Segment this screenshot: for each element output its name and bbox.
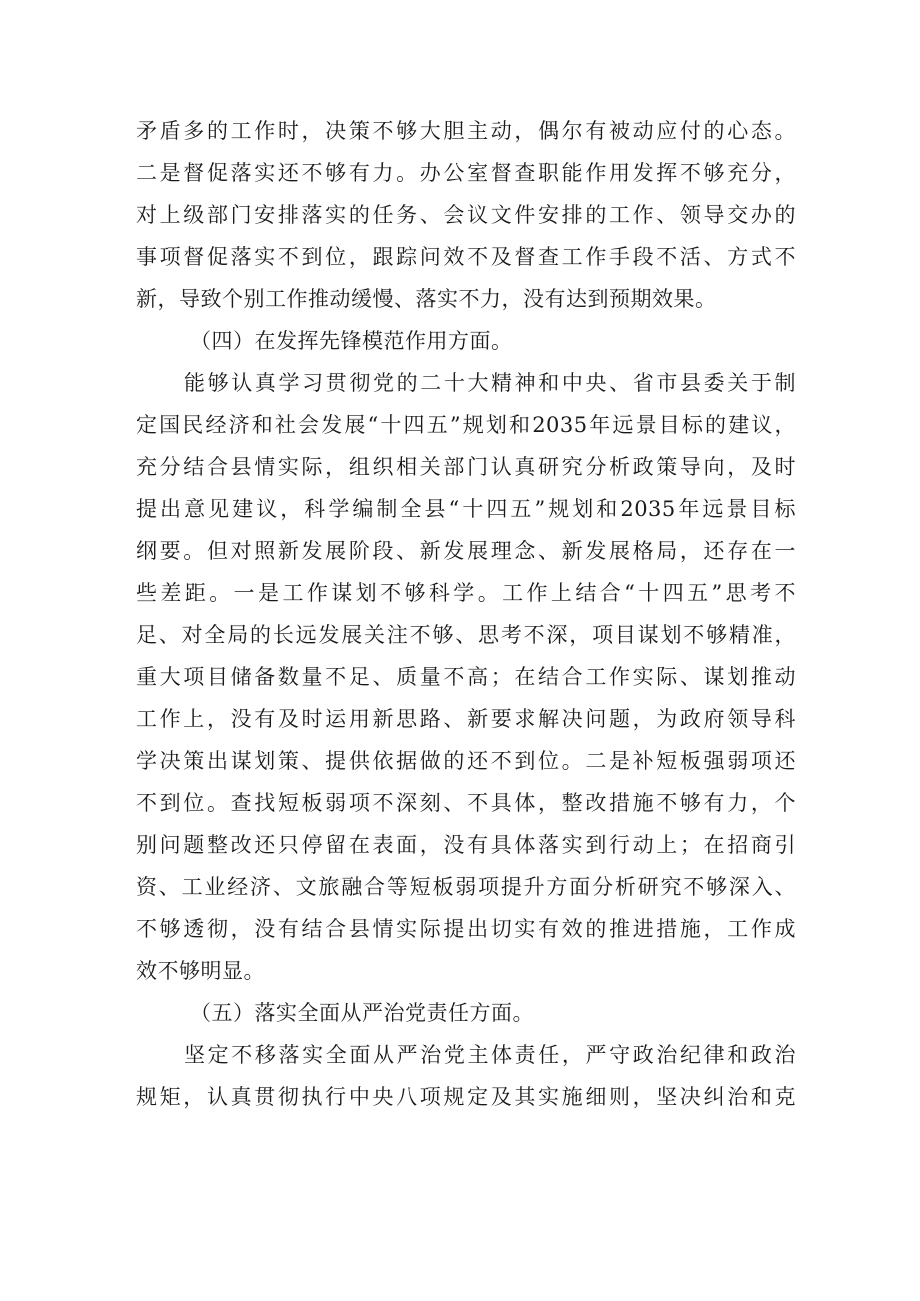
text-line: 二是督促落实还不够有力。办公室督查职能作用发挥不够充分， — [136, 161, 796, 185]
text-line: 工作上，没有及时运用新思路、新要求解决问题，为政府领导科 — [136, 707, 796, 731]
text-line: 提出意见建议，科学编制全县“十四五”规划和2035年远景目标 — [136, 497, 796, 521]
text-line: 效不够明显。 — [136, 959, 265, 983]
text-line: 定国民经济和社会发展“十四五”规划和2035年远景目标的建议， — [136, 413, 796, 437]
text-line: 别问题整改还只停留在表面，没有具体落实到行动上；在招商引 — [136, 833, 796, 857]
text-line: 些差距。一是工作谋划不够科学。工作上结合“十四五”思考不 — [136, 581, 796, 605]
text-line: 坚定不移落实全面从严治党主体责任，严守政治纪律和政治 — [184, 1043, 796, 1067]
text-line: 规矩，认真贯彻执行中央八项规定及其实施细则，坚决纠治和克 — [136, 1085, 796, 1109]
text-line: 资、工业经济、文旅融合等短板弱项提升方面分析研究不够深入、 — [136, 875, 796, 899]
text-line: 矛盾多的工作时，决策不够大胆主动，偶尔有被动应付的心态。 — [136, 119, 796, 143]
text-line: 对上级部门安排落实的任务、会议文件安排的工作、领导交办的 — [136, 203, 796, 227]
section-heading: （五）落实全面从严治党责任方面。 — [190, 1001, 534, 1025]
text-line: 能够认真学习贯彻党的二十大精神和中央、省市县委关于制 — [184, 371, 796, 395]
text-line: 不够透彻，没有结合县情实际提出切实有效的推进措施，工作成 — [136, 917, 796, 941]
text-line: 充分结合县情实际，组织相关部门认真研究分析政策导向，及时 — [136, 455, 796, 479]
text-line: 重大项目储备数量不足、质量不高；在结合工作实际、谋划推动 — [136, 665, 796, 689]
text-line: 不到位。查找短板弱项不深刻、不具体，整改措施不够有力，个 — [136, 791, 796, 815]
text-line: 事项督促落实不到位，跟踪问效不及督查工作手段不活、方式不 — [136, 245, 796, 269]
text-line: 足、对全局的长远发展关注不够、思考不深，项目谋划不够精准， — [136, 623, 796, 647]
section-heading: （四）在发挥先锋模范作用方面。 — [190, 329, 513, 353]
text-line: 学决策出谋划策、提供依据做的还不到位。二是补短板强弱项还 — [136, 749, 796, 773]
text-line: 纲要。但对照新发展阶段、新发展理念、新发展格局，还存在一 — [136, 539, 796, 563]
document-body — [136, 110, 796, 1118]
text-line: 新，导致个别工作推动缓慢、落实不力，没有达到预期效果。 — [136, 287, 717, 311]
